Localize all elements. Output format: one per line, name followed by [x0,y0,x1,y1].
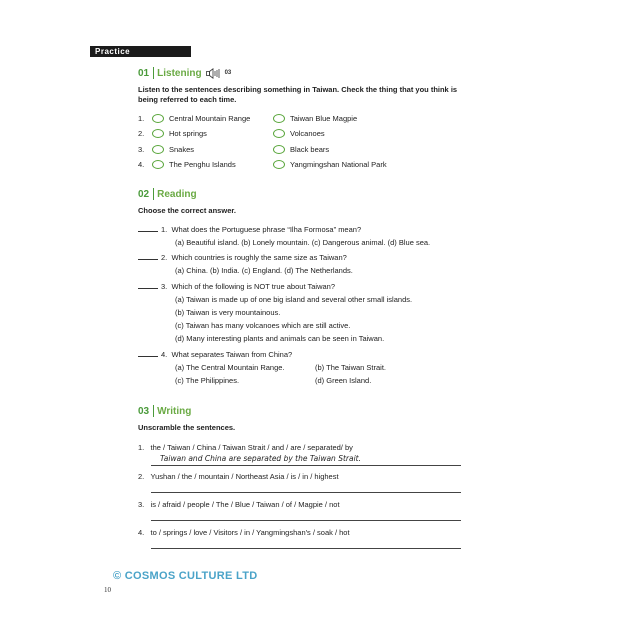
question-text: Which countries is roughly the same size as Taiwan? [171,253,347,262]
answer-options: (a) Beautiful island. (b) Lonely mountain. (c) Dangerous animal. (d) Blue sea. [175,238,431,247]
item-number: 2. [138,472,145,481]
choice-label: Central Mountain Range [169,114,251,123]
section-divider [153,67,154,79]
track-number: 03 [224,70,232,76]
choice-oval[interactable] [273,114,285,123]
answer-blank[interactable] [138,350,158,357]
answer-blank[interactable] [138,253,158,260]
writing-number: 03 [138,405,150,417]
reading-number: 02 [138,188,150,200]
answer-option: (d) Green Island. [315,376,372,385]
listening-item [138,160,236,169]
choice-oval[interactable] [152,114,164,123]
reading-header [138,188,197,200]
choice-label: Snakes [169,145,195,154]
speaker-icon[interactable] [206,68,222,79]
listening-item [273,160,387,169]
answer-option: (c) Taiwan has many volcanoes which are still active. [175,321,351,330]
writing-instruction: Unscramble the sentences. [138,423,236,432]
choice-label: Yangmingshan National Park [290,160,387,169]
listening-title: Listening [157,67,202,79]
listening-item [138,129,207,138]
reading-instruction: Choose the correct answer. [138,206,236,215]
question-number: 1. [161,225,168,234]
choice-oval[interactable] [273,129,285,138]
section-divider [153,405,154,417]
answer-line[interactable] [151,548,461,549]
answer-line[interactable] [151,520,461,521]
scrambled-text: to / springs / love / Visitors / in / Yangmingshan's / soak / hot [150,528,350,537]
answer-option: (d) Many interesting plants and animals can be seen in Taiwan. [175,334,385,343]
writing-item [138,528,350,537]
answer-blank[interactable] [138,225,158,232]
item-number: 4. [138,160,145,169]
item-number: 3. [138,145,145,154]
choice-oval[interactable] [152,160,164,169]
scrambled-text: Yushan / the / mountain / Northeast Asia / is / in / highest [150,472,339,481]
page-number: 10 [104,586,111,594]
listening-item [138,145,194,154]
choice-label: Volcanoes [290,129,325,138]
answer-line[interactable] [151,492,461,493]
writing-item [138,500,340,509]
choice-oval[interactable] [152,145,164,154]
reading-title: Reading [157,188,197,200]
item-number: 2. [138,129,145,138]
copyright-watermark: © COSMOS CULTURE LTD [113,570,258,582]
reading-question [138,225,361,234]
section-divider [153,188,154,200]
question-number: 3. [161,282,168,291]
answer-option: (b) The Taiwan Strait. [315,363,387,372]
writing-title: Writing [157,405,192,417]
listening-item [273,145,329,154]
reading-question [138,282,335,291]
listening-item [273,129,325,138]
listening-number: 01 [138,67,150,79]
scrambled-text: is / afraid / people / The / Blue / Taiwan / of / Magpie / not [150,500,340,509]
question-number: 2. [161,253,168,262]
choice-label: The Penghu Islands [169,160,236,169]
item-number: 1. [138,443,145,452]
scrambled-text: the / Taiwan / China / Taiwan Strait / and / are / separated/ by [150,443,353,452]
listening-instruction: Listen to the sentences describing something in Taiwan. Check the thing that you think is being referred to each time. [138,85,458,104]
reading-question [138,350,292,359]
practice-tab: Practice [90,46,191,57]
listening-header [138,67,231,79]
question-text: What separates Taiwan from China? [171,350,293,359]
answer-option: (a) The Central Mountain Range. [175,363,285,372]
item-number: 1. [138,114,145,123]
answer-option: (c) The Philippines. [175,376,240,385]
choice-label: Hot springs [169,129,207,138]
choice-oval[interactable] [152,129,164,138]
choice-oval[interactable] [273,160,285,169]
answer-options: (a) China. (b) India. (c) England. (d) The Netherlands. [175,266,353,275]
writing-item [138,472,339,481]
answer-blank[interactable] [138,282,158,289]
answer-line[interactable] [151,465,461,466]
question-number: 4. [161,350,168,359]
listening-item [138,114,250,123]
question-text: What does the Portuguese phrase “Ilha Formosa” mean? [171,225,362,234]
answer-option: (b) Taiwan is very mountainous. [175,308,281,317]
answer-option: (a) Taiwan is made up of one big island and several other small islands. [175,295,413,304]
handwritten-answer: Taiwan and China are separated by the Taiwan Strait. [160,454,361,463]
item-number: 4. [138,528,145,537]
choice-label: Black bears [290,145,330,154]
item-number: 3. [138,500,145,509]
writing-item [138,443,353,452]
question-text: Which of the following is NOT true about Taiwan? [171,282,335,291]
choice-label: Taiwan Blue Magpie [290,114,358,123]
reading-question [138,253,347,262]
listening-item [273,114,357,123]
writing-header [138,405,191,417]
choice-oval[interactable] [273,145,285,154]
